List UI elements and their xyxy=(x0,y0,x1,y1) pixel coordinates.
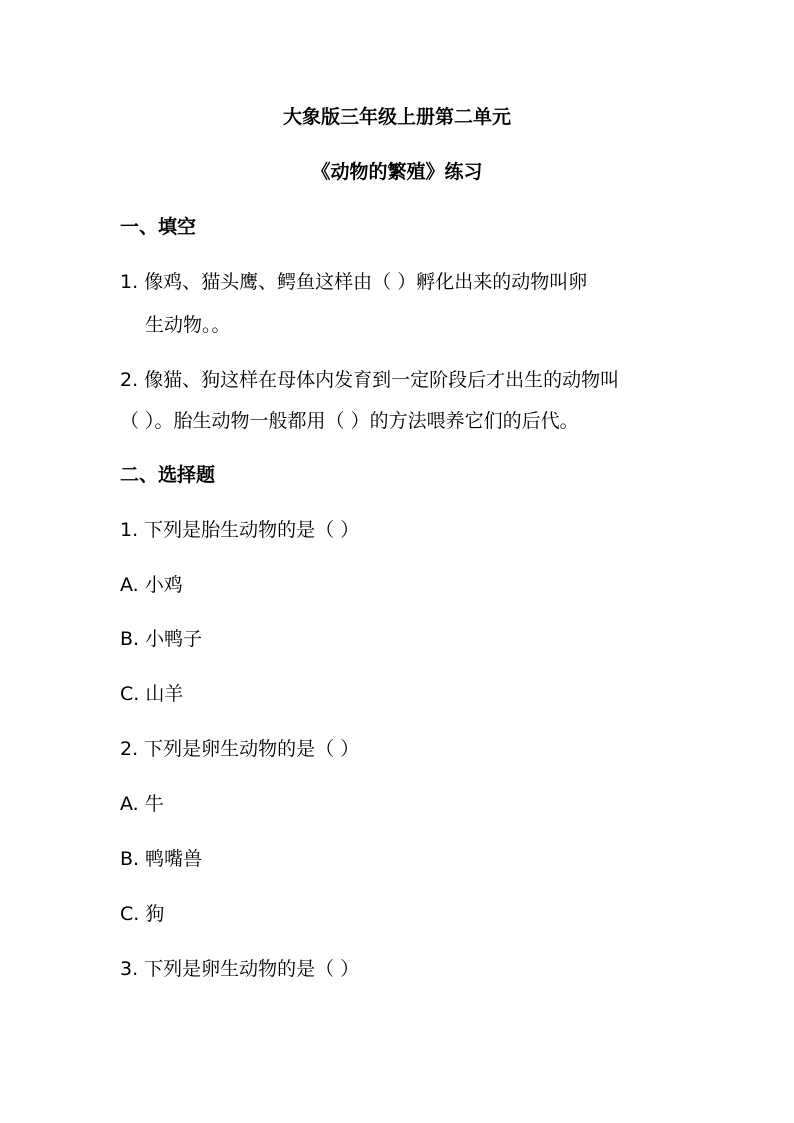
choice-question-1-option-a: A. 小鸡 xyxy=(120,574,183,596)
fill-question-2-line-1: 2. 像猫、狗这样在母体内发育到一定阶段后才出生的动物叫 xyxy=(120,369,620,391)
section-heading-fill-blank: 一、填空 xyxy=(120,216,197,238)
choice-question-2-option-b: B. 鸭嘴兽 xyxy=(120,848,203,870)
choice-question-1-option-b: B. 小鸭子 xyxy=(120,628,203,650)
fill-question-2-line-2: （ ）。胎生动物一般都用（ ）的方法喂养它们的后代。 xyxy=(120,410,579,432)
choice-question-2-option-a: A. 牛 xyxy=(120,793,164,815)
choice-question-3: 3. 下列是卵生动物的是（ ） xyxy=(120,958,360,980)
choice-question-2: 2. 下列是卵生动物的是（ ） xyxy=(120,738,360,760)
choice-question-1-option-c: C. 山羊 xyxy=(120,683,184,705)
choice-question-1: 1. 下列是胎生动物的是（ ） xyxy=(120,519,360,541)
section-heading-multiple-choice: 二、选择题 xyxy=(120,464,216,486)
fill-question-1-line-2: 生动物。。 xyxy=(145,314,231,336)
document-subtitle: 《动物的繁殖》练习 xyxy=(311,161,483,183)
fill-question-1-line-1: 1. 像鸡、猫头鹰、鳄鱼这样由（ ）孵化出来的动物叫卵 xyxy=(120,271,588,293)
choice-question-2-option-c: C. 狗 xyxy=(120,903,165,925)
document-title: 大象版三年级上册第二单元 xyxy=(282,106,511,128)
